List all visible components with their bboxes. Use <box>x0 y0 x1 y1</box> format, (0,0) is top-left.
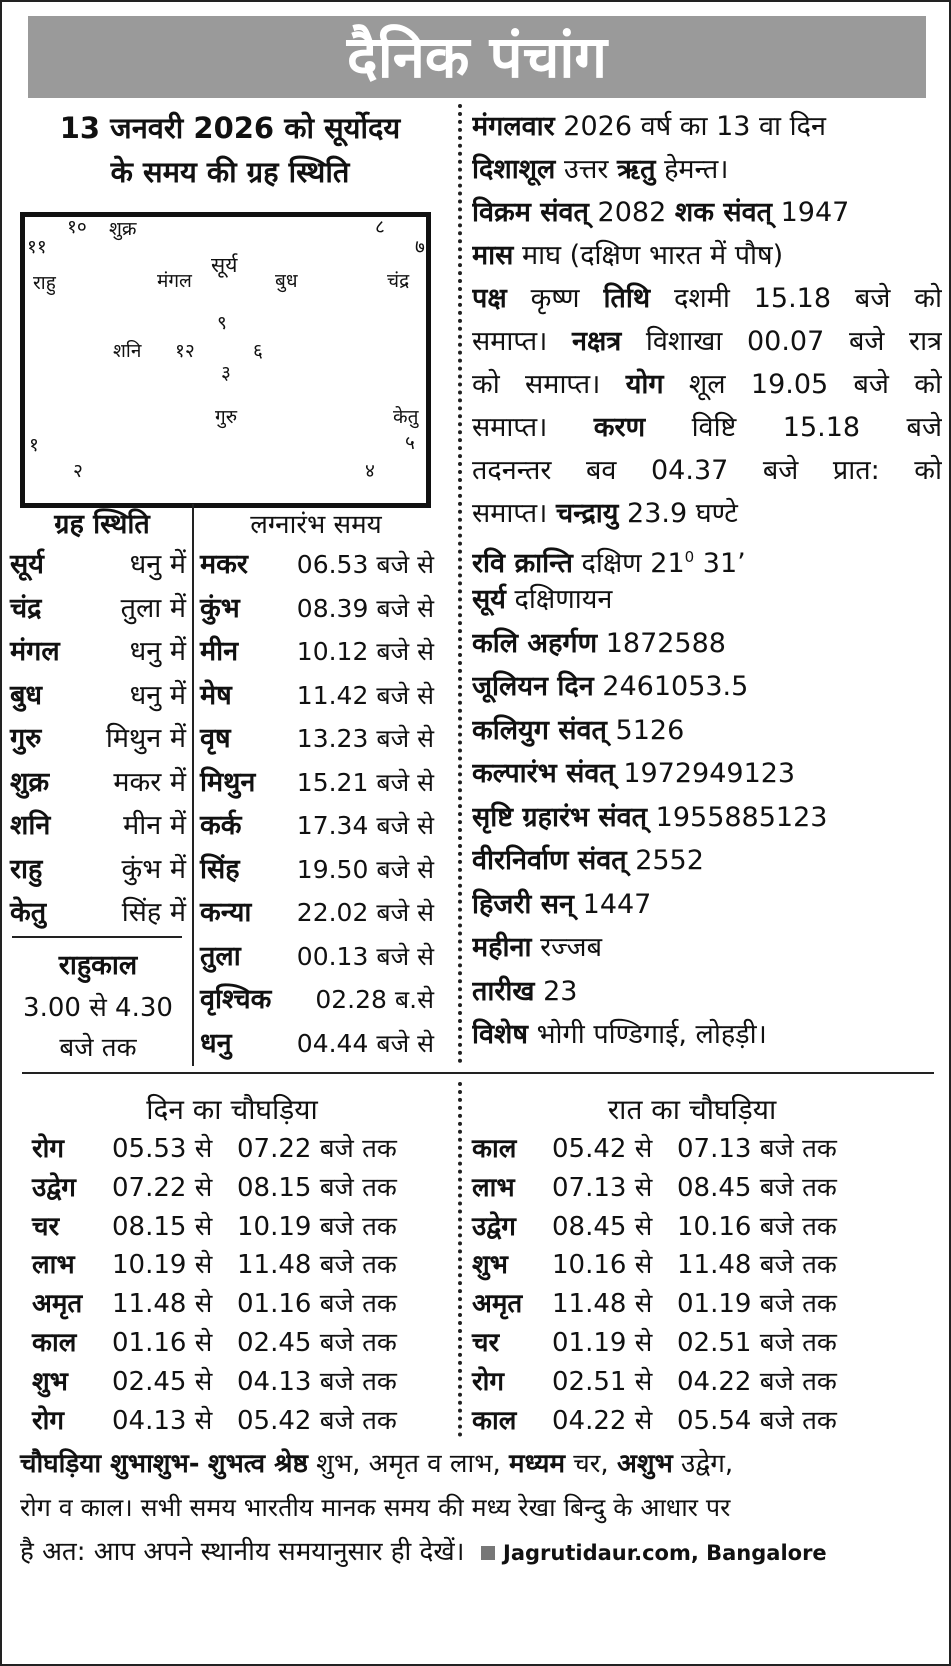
info-line-8 <box>472 405 942 451</box>
info-line-15 <box>472 708 942 754</box>
chogadiya-from: 04.22 से <box>552 1405 653 1436</box>
chogadiya-name: अमृत <box>472 1289 523 1320</box>
chogadiya-name: शुभ <box>32 1366 68 1397</box>
lagna-time: 10.12 बजे से <box>296 637 434 666</box>
info-karan: विष्टि 15.18 बजे <box>691 412 942 443</box>
lagna-time: 06.53 बजे से <box>296 550 434 579</box>
footer-madhyam: चर, <box>573 1449 609 1479</box>
rahukaal-box <box>8 944 188 1068</box>
chogadiya-from: 10.19 से <box>112 1250 213 1281</box>
chogadiya-name: काल <box>32 1328 77 1358</box>
grah-planet: शनि <box>10 810 51 841</box>
chogadiya-name: लाभ <box>32 1250 75 1281</box>
credit-link[interactable]: Jagrutidaur.com, Bangalore <box>503 1541 827 1565</box>
footer-shreshth: शुभ, अमृत व लाभ, <box>316 1449 501 1479</box>
info-line-18 <box>472 838 942 884</box>
footer-note: है अत: आप अपने स्थानीय समयानुसार ही देखें। <box>20 1537 465 1567</box>
chogadiya-to: 02.51 बजे तक <box>677 1328 837 1358</box>
info-maas-label: मास <box>472 240 514 271</box>
info-line-3 <box>472 190 942 236</box>
house-4: ४ <box>365 460 375 482</box>
grah-planet: राहु <box>10 853 43 885</box>
info-kaliyug-label: कलियुग संवत् <box>472 715 607 746</box>
info-vishesh-label: विशेष <box>472 1019 528 1050</box>
night-chogadiya-heading: रात का चौघड़िया <box>607 1093 777 1126</box>
chogadiya-to: 01.16 बजे तक <box>237 1289 397 1320</box>
info-samapt-3: समाप्त। <box>472 412 548 443</box>
chogadiya-to: 10.19 बजे तक <box>237 1211 397 1242</box>
lagna-rashi: वृश्चिक <box>200 984 272 1015</box>
page-title: दैनिक पंचांग <box>28 16 926 98</box>
planet-chandra: चंद्र <box>387 270 410 292</box>
info-line-22 <box>472 1012 942 1058</box>
lagna-rashi: मिथुन <box>200 766 256 798</box>
lagna-rashi: कर्क <box>200 810 242 841</box>
info-julian-label: जूलियन दिन <box>472 671 594 702</box>
graha-heading-line1: 13 जनवरी 2026 को सूर्योदय <box>59 111 401 145</box>
lagna-time: 04.44 बजे से <box>296 1028 434 1058</box>
lagna-time: 11.42 बजे से <box>296 680 434 710</box>
grah-sign: मिथुन में <box>105 723 186 754</box>
info-kalparambh-label: कल्पारंभ संवत् <box>472 758 615 789</box>
chogadiya-to: 07.22 बजे तक <box>237 1134 397 1164</box>
info-line-16 <box>472 751 942 797</box>
graha-heading <box>20 106 440 194</box>
chogadiya-name: रोग <box>32 1134 65 1164</box>
info-line-12 <box>472 577 942 623</box>
chogadiya-from: 05.42 से <box>552 1134 653 1164</box>
info-kranti-label: रवि क्रान्ति <box>472 548 573 579</box>
info-line-14 <box>472 664 942 710</box>
chogadiya-to: 07.13 बजे तक <box>677 1134 837 1164</box>
lagna-time: 13.23 बजे से <box>296 724 434 753</box>
grah-sign: मीन में <box>123 810 186 841</box>
house-2: २ <box>73 460 83 482</box>
chogadiya-name: काल <box>472 1405 517 1436</box>
chogadiya-from: 08.45 से <box>552 1211 653 1242</box>
info-line-17 <box>472 795 942 841</box>
grah-planet: चंद्र <box>10 592 42 624</box>
info-vikram-label: विक्रम संवत् <box>472 197 589 228</box>
lagna-rashi: मीन <box>200 636 239 667</box>
info-kaliyug: 5126 <box>615 715 685 746</box>
info-paksha-label: पक्ष <box>472 283 507 314</box>
lagna-rashi: वृष <box>200 723 231 754</box>
house-5: ५ <box>405 432 415 454</box>
chogadiya-name: रोग <box>472 1366 505 1397</box>
lagna-rashi: सिंह <box>200 853 240 885</box>
house-7: ७ <box>415 236 425 258</box>
info-yog-label: योग <box>625 369 664 400</box>
house-12: १२ <box>175 340 195 362</box>
info-veernirvan: 2552 <box>635 845 704 876</box>
chogadiya-to: 02.45 बजे तक <box>237 1328 397 1358</box>
house-8: ८ <box>375 216 385 238</box>
info-ahargan-label: कलि अहर्गण <box>472 628 598 659</box>
info-tithi: दशमी 15.18 बजे को <box>674 283 942 314</box>
rahukaal-heading: राहुकाल <box>58 950 138 981</box>
chogadiya-to: 10.16 बजे तक <box>677 1211 837 1242</box>
info-year-day: 2026 वर्ष का 13 वा दिन <box>563 111 826 142</box>
info-line-10 <box>472 491 942 537</box>
lagna-time: 19.50 बजे से <box>296 854 434 884</box>
grah-sign: तुला में <box>120 592 186 624</box>
chogadiya-name: उद्वेग <box>472 1211 516 1242</box>
grah-planet: सूर्य <box>10 549 44 580</box>
lagna-rashi: कुंभ <box>200 592 240 624</box>
info-samapt-1: समाप्त। <box>472 326 548 357</box>
info-kalparambh: 1972949123 <box>623 758 796 789</box>
info-dishashool: उत्तर <box>563 154 609 185</box>
planet-guru: गुरु <box>215 406 238 428</box>
lagna-rashi: धनु <box>200 1027 232 1059</box>
lagna-time: 08.39 बजे से <box>296 593 434 623</box>
chogadiya-name: चर <box>472 1328 500 1358</box>
info-kranti-minutes: 31’ <box>702 548 746 579</box>
info-shaka: 1947 <box>780 197 850 228</box>
planet-surya: सूर्य <box>211 253 238 277</box>
footer-line-2: रोग व काल। सभी समय भारतीय मानक समय की मध्य रेखा बिन्दु के आधार पर <box>20 1493 731 1522</box>
info-line-11 <box>472 534 942 580</box>
chogadiya-from: 01.19 से <box>552 1328 653 1358</box>
chogadiya-name: रोग <box>32 1405 65 1436</box>
grah-planet: केतु <box>10 897 47 928</box>
chogadiya-from: 02.51 से <box>552 1366 653 1397</box>
chogadiya-to: 11.48 बजे तक <box>237 1250 397 1281</box>
grah-sign: सिंह में <box>121 897 186 928</box>
chogadiya-from: 10.16 से <box>552 1250 653 1281</box>
rahukaal-time: 3.00 से 4.30 <box>23 993 173 1023</box>
house-6: ६ <box>253 340 263 362</box>
info-karan-label: करण <box>593 412 646 443</box>
info-line-6 <box>472 319 942 365</box>
chogadiya-name: काल <box>472 1134 517 1164</box>
info-weekday: मंगलवार <box>472 111 555 142</box>
info-yog: शूल 19.05 बजे को <box>688 369 942 400</box>
footer-line-3 <box>20 1530 935 1574</box>
lagna-time: 15.21 बजे से <box>296 767 434 797</box>
footer-madhyam-label: मध्यम <box>509 1449 565 1479</box>
section-divider <box>22 1072 934 1074</box>
square-icon <box>481 1546 495 1560</box>
planet-mangal: मंगल <box>157 270 192 292</box>
rahukaal-suffix: बजे तक <box>59 1033 137 1063</box>
grah-sign: कुंभ में <box>121 853 186 885</box>
planet-shukra: शुक्र <box>109 218 137 240</box>
lagna-time: 02.28 ब.से <box>315 985 434 1014</box>
grah-sign: धनु में <box>129 549 186 580</box>
info-maas: माघ (दक्षिण भारत में पौष) <box>522 240 784 271</box>
chogadiya-to: 11.48 बजे तक <box>677 1250 837 1281</box>
lagna-rashi: कन्या <box>200 897 252 928</box>
info-tarikh: 23 <box>543 976 578 1007</box>
lagna-rashi: तुला <box>200 940 241 972</box>
lagna-rashi: मकर <box>200 549 248 580</box>
info-mahina-label: महीना <box>472 932 532 963</box>
info-ahargan: 1872588 <box>605 628 726 659</box>
chogadiya-divider <box>458 1082 462 1437</box>
chogadiya-to: 08.45 बजे तक <box>677 1172 837 1203</box>
footer-title: चौघड़िया शुभाशुभ- <box>20 1449 200 1479</box>
chogadiya-from: 02.45 से <box>112 1366 213 1397</box>
chogadiya-to: 04.22 बजे तक <box>677 1366 837 1397</box>
info-srishti: 1955885123 <box>655 802 828 833</box>
planet-rahu: राहु <box>33 272 56 294</box>
footer-ashubh: उद्वेग, <box>681 1449 734 1479</box>
chogadiya-from: 07.22 से <box>112 1172 213 1203</box>
info-line-7 <box>472 362 942 408</box>
info-dishashool-label: दिशाशूल <box>472 154 556 185</box>
footer-shreshth-label: शुभत्व श्रेष्ठ <box>207 1449 308 1479</box>
chogadiya-from: 04.13 से <box>112 1405 213 1436</box>
info-kranti: दक्षिण 21 <box>581 548 685 579</box>
info-line-20 <box>472 925 942 971</box>
chogadiya-name: उद्वेग <box>32 1172 76 1203</box>
chogadiya-from: 11.48 से <box>552 1289 653 1320</box>
chogadiya-to: 04.13 बजे तक <box>237 1366 397 1397</box>
info-nakshatra: विशाखा 00.07 बजे रात्र <box>645 326 942 357</box>
info-srishti-label: सृष्टि ग्रहारंभ संवत् <box>472 802 648 833</box>
planet-budh: बुध <box>275 270 298 292</box>
info-line-13 <box>472 621 942 667</box>
chogadiya-to: 08.15 बजे तक <box>237 1172 397 1203</box>
chogadiya-name: लाभ <box>472 1172 515 1203</box>
info-ritu-label: ऋतु <box>617 154 656 185</box>
house-11: ११ <box>27 236 47 258</box>
grah-sign: मकर में <box>113 766 186 798</box>
info-paksha: कृष्ण <box>530 283 580 314</box>
info-vishesh: भोगी पण्डिगाई, लोहड़ी। <box>536 1019 767 1050</box>
grah-sign: धनु में <box>129 679 186 711</box>
info-ritu: हेमन्त। <box>664 154 729 185</box>
chogadiya-from: 08.15 से <box>112 1211 213 1242</box>
grah-planet: गुरु <box>10 723 42 754</box>
info-tarikh-label: तारीख <box>472 976 535 1007</box>
info-julian: 2461053.5 <box>602 671 749 702</box>
info-nakshatra-label: नक्षत्र <box>572 326 622 357</box>
house-1: १ <box>29 434 39 456</box>
footer-line-1 <box>20 1442 935 1486</box>
info-line-19 <box>472 882 942 928</box>
chogadiya-name: शुभ <box>472 1250 508 1281</box>
main-divider <box>458 104 462 1064</box>
rahukaal-divider <box>12 936 182 938</box>
planet-ketu: केतु <box>393 406 419 428</box>
info-line-21 <box>472 969 942 1015</box>
info-samapt-2: को समाप्त। <box>472 369 601 400</box>
info-veernirvan-label: वीरनिर्वाण संवत् <box>472 845 627 876</box>
chogadiya-from: 05.53 से <box>112 1134 213 1164</box>
house-9: ९ <box>217 312 227 334</box>
grah-lagna-divider <box>192 504 194 1066</box>
graha-heading-line2: के समय की ग्रह स्थिति <box>110 155 350 189</box>
info-chandrayu: 23.9 घण्टे <box>627 498 738 529</box>
chogadiya-to: 05.42 बजे तक <box>237 1405 397 1436</box>
info-hijri: 1447 <box>582 889 652 920</box>
chogadiya-from: 11.48 से <box>112 1289 213 1320</box>
grah-sthiti-heading: ग्रह स्थिति <box>54 509 150 540</box>
grah-planet: शुक्र <box>10 766 50 798</box>
day-chogadiya-heading: दिन का चौघड़िया <box>146 1093 318 1126</box>
lagna-time: 17.34 बजे से <box>296 811 434 840</box>
info-line-2 <box>472 147 942 193</box>
info-mahina: रज्जब <box>540 932 603 963</box>
info-shaka-label: शक संवत् <box>674 197 773 228</box>
info-hijri-label: हिजरी सन् <box>472 889 575 920</box>
footer-ashubh-label: अशुभ <box>616 1449 673 1479</box>
lagna-time: 00.13 बजे से <box>296 941 434 971</box>
info-line-1 <box>472 104 942 150</box>
grah-planet: बुध <box>10 679 43 711</box>
kundli-chart <box>20 212 431 508</box>
house-10: १० <box>67 216 87 238</box>
degree-sign: 0 <box>684 548 695 566</box>
chogadiya-name: चर <box>32 1211 60 1242</box>
chogadiya-to: 05.54 बजे तक <box>677 1405 837 1436</box>
lagna-heading: लग्नारंभ समय <box>250 510 382 540</box>
info-vikram: 2082 <box>597 197 667 228</box>
chogadiya-to: 01.19 बजे तक <box>677 1289 837 1320</box>
grah-sign: धनु में <box>129 636 186 667</box>
info-ayan: दक्षिणायन <box>514 584 613 615</box>
info-surya-label: सूर्य <box>472 584 506 615</box>
info-line-5 <box>472 276 942 322</box>
info-chandrayu-label: चन्द्रायु <box>555 498 619 529</box>
house-3: ३ <box>221 362 231 384</box>
info-tithi-label: तिथि <box>603 283 651 314</box>
lagna-time: 22.02 बजे से <box>296 898 434 927</box>
lagna-rashi: मेष <box>200 679 232 711</box>
chogadiya-from: 01.16 से <box>112 1328 213 1358</box>
info-line-9: तदनन्तर बव 04.37 बजे प्रात: को <box>472 455 942 486</box>
chogadiya-from: 07.13 से <box>552 1172 653 1203</box>
grah-planet: मंगल <box>10 636 60 667</box>
chogadiya-name: अमृत <box>32 1289 83 1320</box>
planet-shani: शनि <box>113 340 142 362</box>
info-line-4 <box>472 233 942 279</box>
info-samapt-4: समाप्त। <box>472 498 548 529</box>
